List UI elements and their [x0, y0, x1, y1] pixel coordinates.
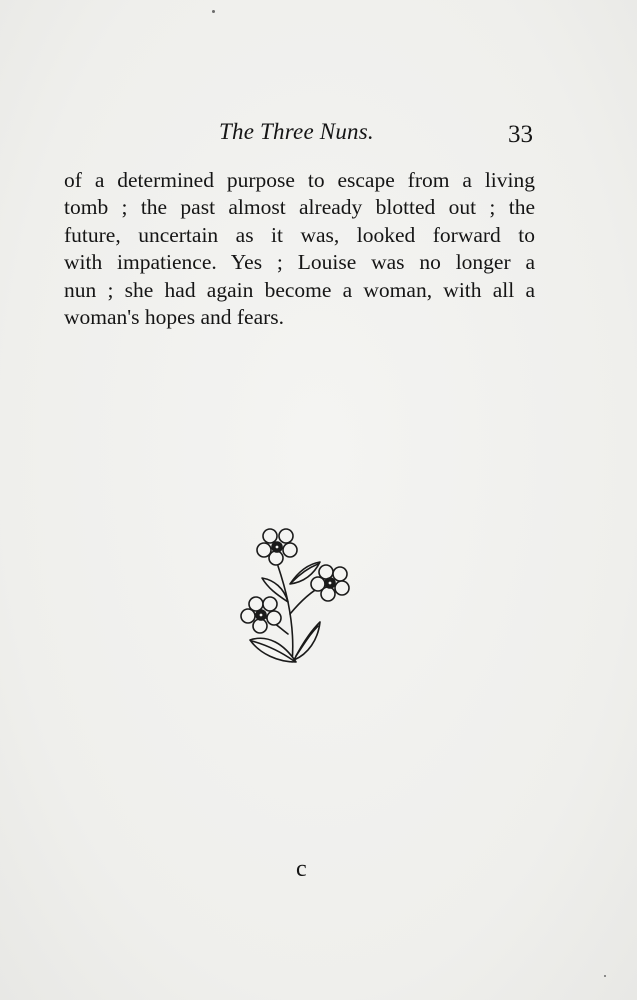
running-head	[0, 119, 637, 153]
floral-tailpiece-icon	[238, 522, 356, 672]
text-line: future, uncertain as it was, looked forward to	[64, 222, 535, 247]
text-line: of a determined purpose to escape from a living	[64, 168, 535, 192]
speck	[604, 975, 606, 977]
signature-mark: c	[296, 856, 307, 882]
body-paragraph	[64, 167, 535, 331]
text-line: nun ; she had again become a woman, with all a	[64, 277, 535, 302]
running-title: The Three Nuns.	[219, 119, 374, 144]
page-number: 33	[508, 121, 533, 148]
text-line: with impatience. Yes ; Louise was no longer a	[64, 250, 535, 275]
speck	[212, 10, 215, 13]
text-line: woman's hopes and fears.	[64, 304, 285, 329]
text-line: tomb ; the past almost already blotted out ; the	[64, 195, 535, 220]
